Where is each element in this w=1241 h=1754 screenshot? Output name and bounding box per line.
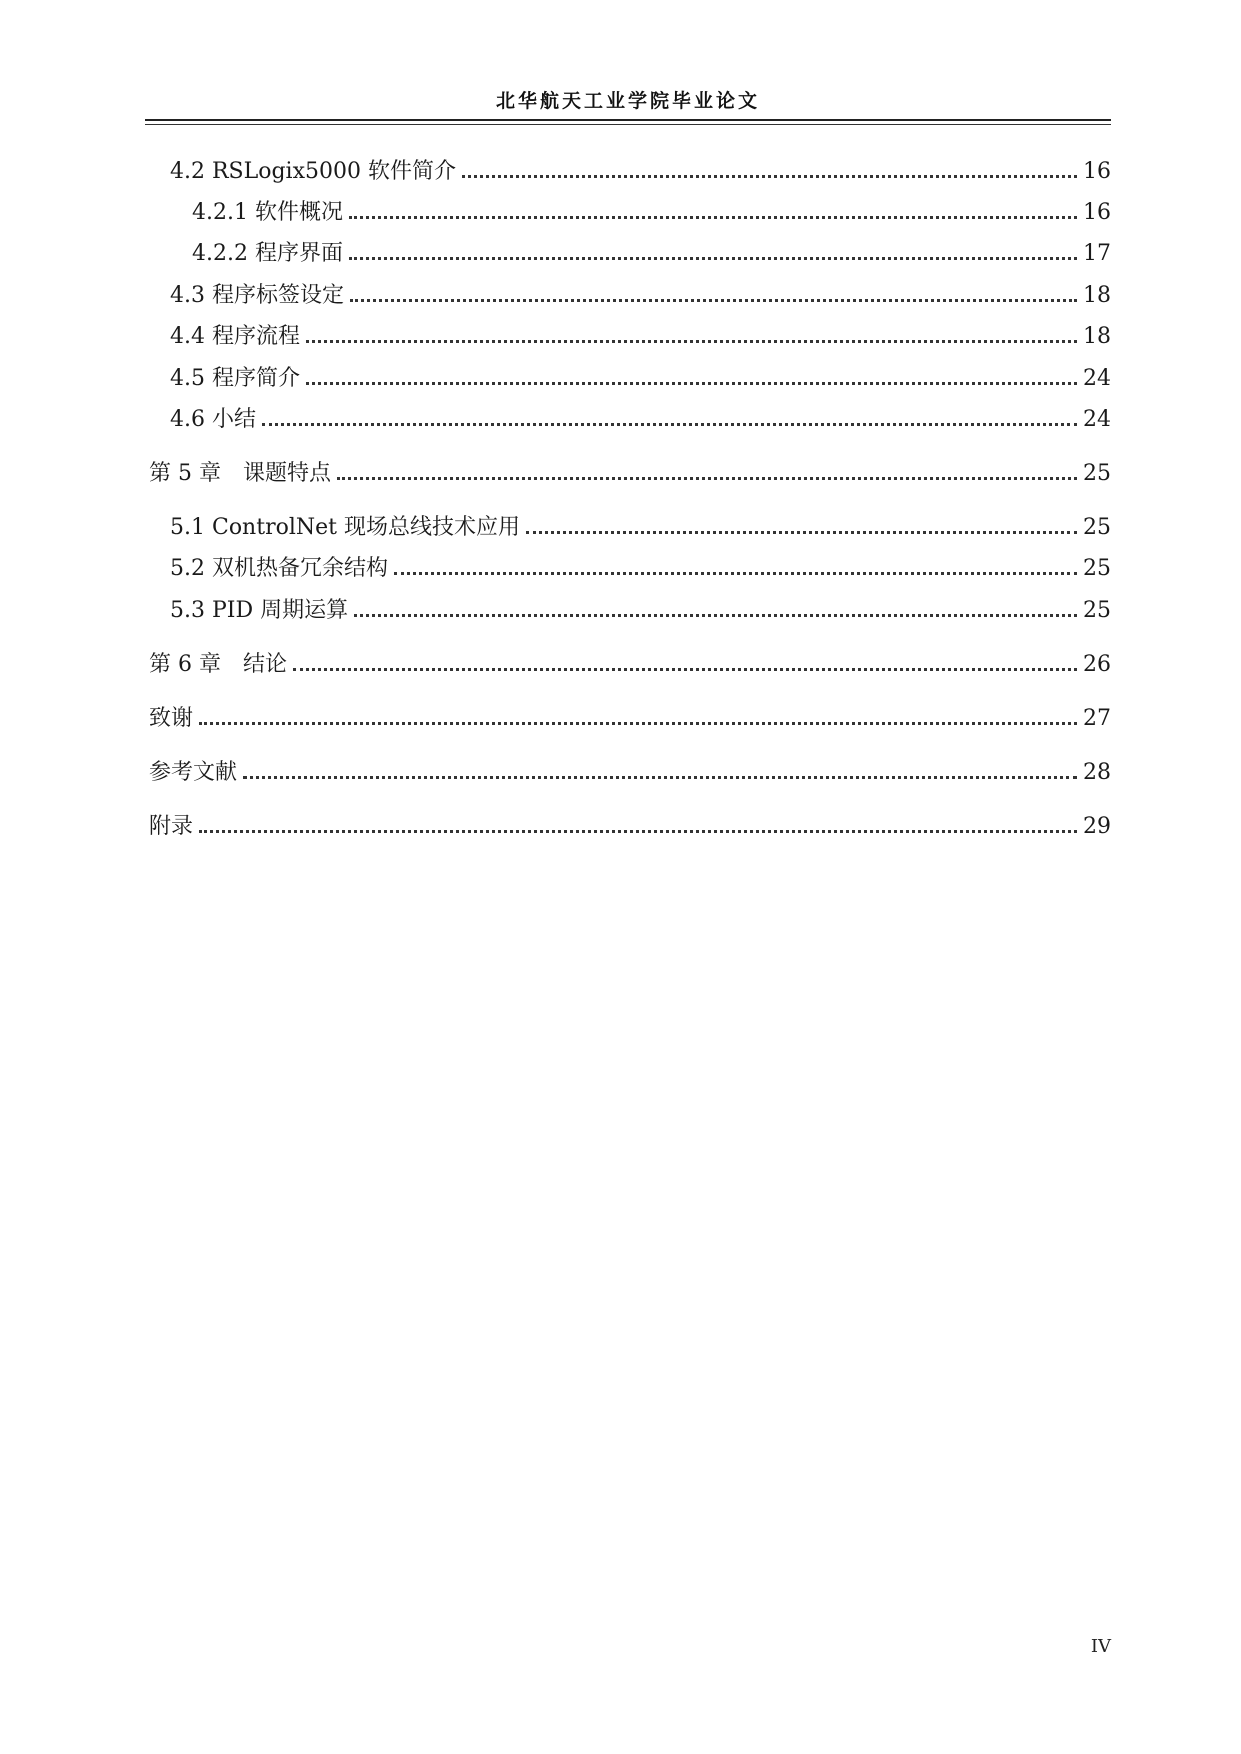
toc-entry-title: 4.2.2 程序界面 (192, 241, 343, 266)
toc-leader-dots (243, 776, 1077, 779)
toc-entry-title: 4.3 程序标签设定 (170, 283, 344, 308)
toc-leader-dots (199, 830, 1077, 833)
toc-entry-page: 26 (1083, 652, 1111, 677)
toc-entry-page: 18 (1083, 283, 1111, 308)
toc-entry-page: 16 (1083, 200, 1111, 225)
toc-entry-title: 5.2 双机热备冗余结构 (170, 556, 388, 581)
toc-entry-page: 24 (1083, 407, 1111, 432)
toc-entry-page: 16 (1083, 159, 1111, 184)
toc-entry-4-2-1[interactable] (192, 199, 1111, 227)
toc-entry-acknowledgements[interactable] (149, 705, 1111, 733)
toc-entry-4-6[interactable] (170, 406, 1111, 434)
toc-leader-dots (293, 668, 1077, 671)
toc-entry-chapter-5[interactable] (149, 460, 1111, 488)
toc-entry-page: 29 (1083, 814, 1111, 839)
toc-entry-5-3[interactable] (170, 597, 1111, 625)
toc-entry-title: 参考文献 (149, 760, 238, 785)
toc-entry-title: 4.6 小结 (170, 407, 256, 432)
toc-entry-4-2[interactable] (170, 158, 1111, 186)
toc-leader-dots (262, 423, 1077, 426)
toc-entry-page: 28 (1083, 760, 1111, 785)
toc-leader-dots (199, 722, 1077, 725)
toc-entry-title: 4.2.1 软件概况 (192, 200, 343, 225)
header-rule-thick (145, 119, 1111, 121)
toc-leader-dots (306, 382, 1077, 385)
toc-entry-page: 25 (1083, 556, 1111, 581)
toc-entry-page: 25 (1083, 461, 1111, 486)
toc-entry-title: 5.3 PID 周期运算 (170, 598, 349, 623)
toc-entry-5-2[interactable] (170, 555, 1111, 583)
toc-entry-page: 24 (1083, 366, 1111, 391)
toc-entry-title: 4.5 程序简介 (170, 366, 300, 391)
toc-entry-4-2-2[interactable] (192, 240, 1111, 268)
page-header-title: 北华航天工业学院毕业论文 (495, 90, 760, 112)
toc-entry-title: 4.2 RSLogix5000 软件简介 (170, 159, 456, 184)
toc-entry-title: 5.1 ControlNet 现场总线技术应用 (170, 515, 520, 540)
toc-entry-title: 第 5 章 课题特点 (149, 461, 331, 486)
header-rule-thin (145, 124, 1111, 125)
toc-entry-4-5[interactable] (170, 365, 1111, 393)
toc-leader-dots (462, 175, 1077, 178)
toc-leader-dots (394, 572, 1077, 575)
toc-leader-dots (349, 216, 1077, 219)
toc-leader-dots (354, 614, 1077, 617)
toc-leader-dots (349, 257, 1077, 260)
toc-leader-dots (306, 340, 1077, 343)
toc-entry-appendix[interactable] (149, 813, 1111, 841)
toc-entry-references[interactable] (149, 759, 1111, 787)
toc-entry-title: 第 6 章 结论 (149, 652, 287, 677)
toc-leader-dots (337, 477, 1077, 480)
toc-entry-title: 附录 (149, 814, 194, 839)
toc-entry-page: 18 (1083, 324, 1111, 349)
page-number: IV (1090, 1636, 1111, 1657)
toc-entry-page: 27 (1083, 706, 1111, 731)
toc-entry-page: 17 (1083, 241, 1111, 266)
toc-entry-page: 25 (1083, 598, 1111, 623)
toc-leader-dots (526, 531, 1077, 534)
toc-entry-4-4[interactable] (170, 323, 1111, 351)
toc-entry-title: 4.4 程序流程 (170, 324, 300, 349)
toc-entry-title: 致谢 (149, 706, 194, 731)
toc-entry-4-3[interactable] (170, 282, 1111, 310)
toc-entry-5-1[interactable] (170, 514, 1111, 542)
toc-entry-page: 25 (1083, 515, 1111, 540)
toc-entry-chapter-6[interactable] (149, 651, 1111, 679)
toc-leader-dots (350, 299, 1077, 302)
